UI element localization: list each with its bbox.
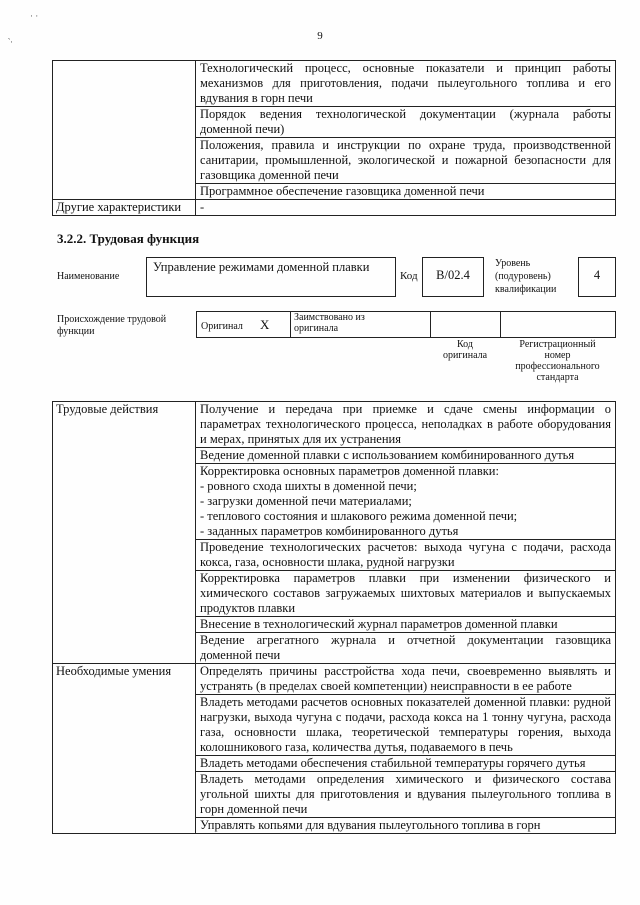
row-text: Порядок ведения технологической документации (журнала работы доменной печи)	[196, 107, 616, 138]
table-row	[53, 571, 616, 617]
table-row	[53, 138, 616, 184]
level-label-3: квалификации	[495, 284, 557, 295]
level-box	[578, 257, 616, 297]
level-label-2: (подуровень)	[495, 271, 551, 282]
borrowed-label-2: оригинала	[294, 323, 339, 334]
top-table	[52, 60, 616, 216]
reg-number-cell	[501, 312, 616, 338]
origin-label-1: Происхождение трудовой	[57, 314, 167, 325]
row-text: Ведение доменной плавки с использованием комбинированного дутья	[196, 448, 616, 464]
row-text: Владеть методами определения химического и физического состава угольной шихты для приготовления и вдувания пылеугольного топлива в горн доменной печи	[196, 772, 616, 818]
table-row	[53, 107, 616, 138]
row-text: Определять причины расстройства хода печи, своевременно выявлять и устранять (в пределах своей компетенции) неисправности в ее работе	[196, 664, 616, 695]
row-label: Трудовые действия	[53, 402, 196, 448]
row-label	[53, 695, 196, 756]
scan-speck: ‵·	[8, 37, 14, 47]
code-label: Код	[400, 270, 418, 282]
row-label	[53, 138, 196, 184]
row-text: Управлять копьями для вдувания пылеугольного топлива в горн	[196, 818, 616, 834]
code-box	[422, 257, 484, 297]
row-text: Технологический процесс, основные показатели и принцип работы механизмов для приготовления, подачи пылеугольного топлива и его вдувания в горн печи	[196, 61, 616, 107]
code-caption-2: оригинала	[442, 350, 488, 361]
table-row	[53, 448, 616, 464]
row-text: Ведение агрегатного журнала и отчетной документации газовщика доменной печи	[196, 633, 616, 664]
reg-caption	[500, 339, 615, 383]
original-cell	[197, 312, 291, 338]
reg-caption-1: Регистрационный	[519, 339, 596, 350]
row-text: Внесение в технологический журнал параметров доменной плавки	[196, 617, 616, 633]
borrowed-cell	[291, 312, 431, 338]
original-label: Оригинал	[201, 320, 243, 332]
row-text: Владеть методами расчетов основных показателей доменной плавки: рудной нагрузки, выхода чугуна с подачи, расхода кокса на 1 тонну чугуна, расхода газа, основности шлака, теоретической температуры горения, выхода колошникового газа, количества дутья, подаваемого в печь	[196, 695, 616, 756]
name-label: Наименование	[57, 271, 120, 282]
row-label	[53, 448, 196, 464]
table-row	[53, 664, 616, 695]
origin-code-cell	[431, 312, 501, 338]
function-name: Управление режимами доменной плавки	[153, 260, 370, 274]
table-row	[53, 695, 616, 756]
code-caption-1: Код	[457, 339, 473, 350]
borrowed-label-1: Заимствовано из	[294, 312, 365, 323]
table-row	[53, 402, 616, 448]
section-heading: 3.2.2. Трудовая функция	[57, 231, 200, 246]
row-text: Положения, правила и инструкции по охране труда, производственной санитарии, промышленной, экологической и пожарной безопасности для газовщика доменной печи	[196, 138, 616, 184]
row-label	[53, 464, 196, 540]
scan-speck: · ·	[30, 11, 39, 21]
table-row	[53, 200, 616, 216]
table-row	[53, 818, 616, 834]
main-table	[52, 401, 616, 834]
origin-table	[196, 311, 616, 338]
row-label	[53, 617, 196, 633]
row-label	[53, 571, 196, 617]
table-row	[53, 772, 616, 818]
origin-label-2: функции	[57, 326, 95, 337]
row-label	[53, 633, 196, 664]
row-label: Необходимые умения	[53, 664, 196, 695]
row-text: Владеть методами обеспечения стабильной температуры горячего дутья	[196, 756, 616, 772]
table-row	[53, 617, 616, 633]
row-label	[53, 184, 196, 200]
reg-caption-2: номер	[544, 350, 571, 361]
row-text: Проведение технологических расчетов: выхода чугуна с подачи, расхода кокса, газа, основности шлака, рудной нагрузки	[196, 540, 616, 571]
row-label	[53, 772, 196, 818]
table-row	[53, 756, 616, 772]
code-caption	[430, 339, 500, 361]
table-row	[53, 61, 616, 107]
row-label	[53, 107, 196, 138]
row-text: Корректировка основных параметров доменной плавки: - ровного схода шихты в доменной печи; - загрузки доменной печи материалами; - теплового состояния и шлакового режима доменной печи; - заданных параметров комбинированного дутья	[196, 464, 616, 540]
name-box	[146, 257, 396, 297]
reg-caption-4: стандарта	[536, 372, 579, 383]
table-row	[53, 184, 616, 200]
page-number: 9	[317, 30, 323, 42]
reg-caption-3: профессионального	[515, 361, 600, 372]
row-text: Программное обеспечение газовщика доменной печи	[196, 184, 616, 200]
table-row	[53, 633, 616, 664]
row-label	[53, 540, 196, 571]
row-label	[53, 756, 196, 772]
code-value: B/02.4	[436, 268, 470, 282]
row-label	[53, 61, 196, 107]
row-text: Корректировка параметров плавки при изменении физического и химического составов загружаемых шихтовых материалов и выпускаемых продуктов плавки	[196, 571, 616, 617]
row-label: Другие характеристики	[53, 200, 196, 216]
row-label	[53, 818, 196, 834]
level-label-1: Уровень	[495, 258, 531, 269]
table-row	[53, 540, 616, 571]
row-text: Получение и передача при приемке и сдаче смены информации о параметрах технологического процесса, неполадках в работе оборудования и мерах, принятых для их устранения	[196, 402, 616, 448]
table-row	[53, 464, 616, 540]
original-mark: X	[260, 316, 270, 332]
level-value: 4	[593, 268, 601, 282]
row-text: -	[196, 200, 616, 216]
